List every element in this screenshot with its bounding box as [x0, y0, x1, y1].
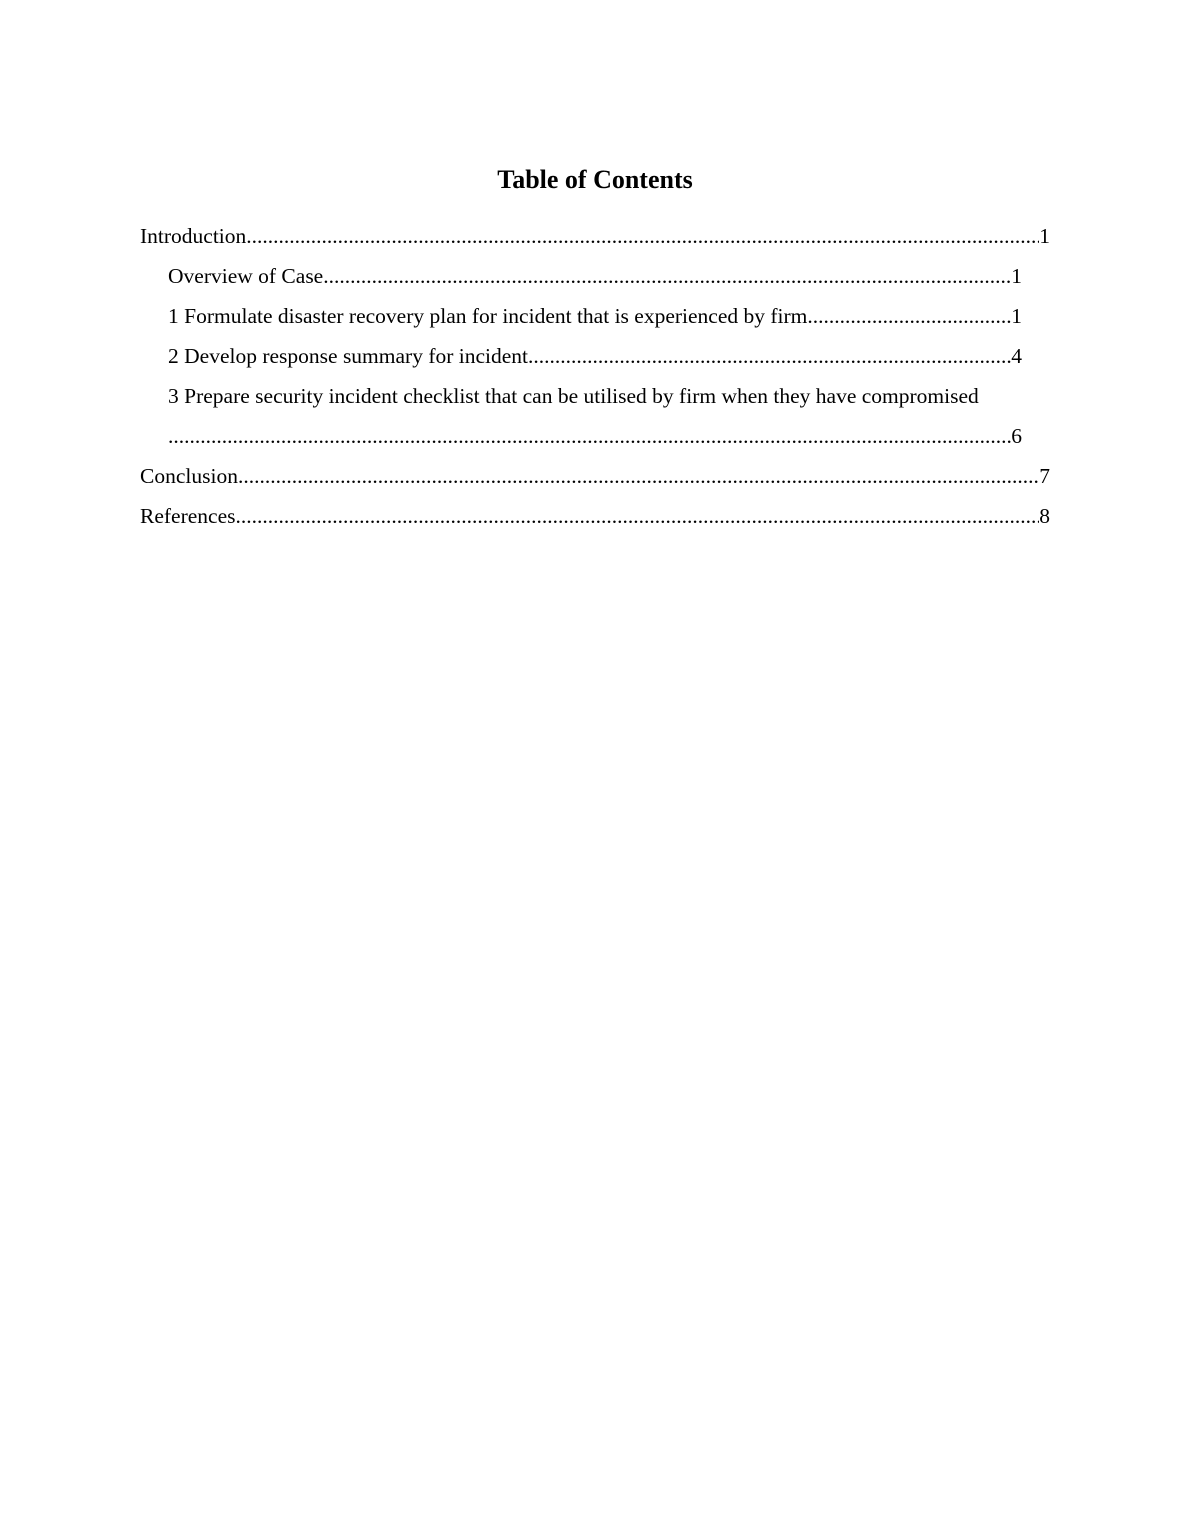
- toc-entry-disaster-recovery-plan[interactable]: [168, 296, 1022, 336]
- dot-leader: [168, 416, 1011, 456]
- toc-page-number: 1: [1011, 304, 1022, 328]
- toc-page-number: 1: [1011, 264, 1022, 288]
- toc-entry-overview-of-case[interactable]: [168, 256, 1022, 296]
- dot-leader: [236, 496, 1040, 536]
- toc-page-number: 1: [1039, 224, 1050, 248]
- toc-entry-label: Overview of Case: [168, 264, 324, 288]
- toc-entry-response-summary[interactable]: [168, 336, 1022, 376]
- toc-page-number: 4: [1011, 344, 1022, 368]
- dot-leader: [528, 336, 1011, 376]
- toc-page-number: 8: [1039, 504, 1050, 528]
- dot-leader: [323, 256, 1011, 296]
- toc-page-number: 6: [1011, 424, 1022, 448]
- toc-entry-introduction[interactable]: [140, 216, 1050, 256]
- toc-title: Table of Contents: [497, 165, 693, 194]
- toc-entry-security-checklist[interactable]: [140, 376, 1050, 456]
- toc-entry-label: References: [140, 504, 236, 528]
- toc-entry-label: 2 Develop response summary for incident: [168, 344, 529, 368]
- dot-leader: [246, 216, 1039, 256]
- table-of-contents: [140, 216, 1050, 536]
- toc-entry-references[interactable]: [140, 496, 1050, 536]
- toc-entry-label: 3 Prepare security incident checklist that can be utilised by firm when they have compromised: [168, 384, 979, 408]
- dot-leader: [238, 456, 1039, 496]
- toc-entry-label: Conclusion: [140, 464, 238, 488]
- toc-entry-label: Introduction: [140, 224, 247, 248]
- toc-entry-conclusion[interactable]: [140, 456, 1050, 496]
- toc-entry-label: 1 Formulate disaster recovery plan for incident that is experienced by firm: [168, 304, 808, 328]
- toc-entry-continuation: [168, 416, 1022, 456]
- dot-leader: [807, 296, 1011, 336]
- toc-page-number: 7: [1039, 464, 1050, 488]
